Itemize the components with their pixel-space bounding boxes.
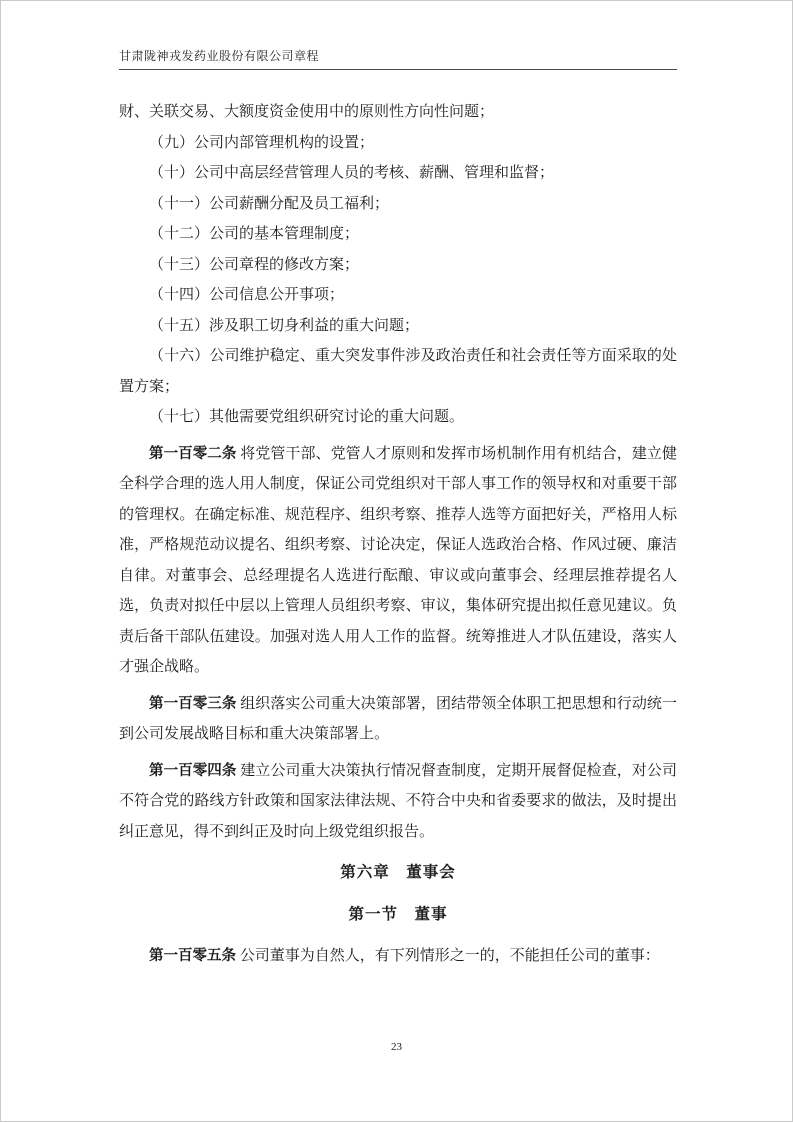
paragraph: （十六）公司维护稳定、重大突发事件涉及政治责任和社会责任等方面采取的处置方案；	[119, 348, 677, 395]
chapter-heading: 第六章 董事会	[340, 864, 456, 881]
section-heading: 第一节 董事	[348, 905, 448, 923]
article-number: 第一百零二条	[149, 445, 237, 462]
paragraph: 财、关联交易、大额度资金使用中的原则性方向性问题；	[119, 104, 495, 120]
paragraph: 第一百零二条 将党管干部、党管人才原则和发挥市场机制作用有机结合，建立健全科学合理的选人用人制度，保证公司党组织对干部人事工作的领导权和对重要干部的管理权。在确定标准、规范程序、组织考察、推荐人选等方面把好关，严格用人标准，严格规范动议提名、组织考察、讨论决定，保证人选政治合格、作风过硬、廉洁自律。对董事会、总经理提名人选进行酝酿、审议或向董事会、经理层推荐提名人选，负责对拟任中层以上管理人员组织考察、审议，集体研究提出拟任意见建议。负责后备干部队伍建设。加强对选人用人工作的监督。统筹推进人才队伍建设，落实人才强企战略。	[119, 445, 677, 675]
paragraph: （十七）其他需要党组织研究讨论的重大问题。	[149, 409, 465, 425]
page-header	[119, 47, 677, 70]
paragraph: （十五）涉及职工切身利益的重大问题；	[149, 317, 420, 334]
article-number: 第一百零四条	[149, 762, 237, 779]
article-number: 第一百零五条	[149, 948, 236, 964]
header-title: 甘肃陇神戎发药业股份有限公司章程	[119, 49, 320, 63]
page-footer	[1, 1037, 792, 1055]
paragraph: （九）公司内部管理机构的设置；	[149, 134, 375, 151]
paragraph: （十三）公司章程的修改方案；	[149, 256, 360, 273]
page-number: 23	[391, 1041, 402, 1053]
document-body	[119, 97, 677, 972]
article-number: 第一百零三条	[149, 695, 237, 712]
paragraph: （十四）公司信息公开事项；	[149, 287, 345, 303]
paragraph: （十一）公司薪酬分配及员工福利；	[149, 195, 390, 212]
paragraph: （十）公司中高层经营管理人员的考核、薪酬、管理和监督；	[149, 165, 555, 181]
paragraph: 第一百零五条 公司董事为自然人，有下列情形之一的，不能担任公司的董事：	[149, 948, 660, 964]
paragraph: 第一百零四条 建立公司重大决策执行情况督查制度，定期开展督促检查，对公司不符合党的路线方针政策和国家法律法规、不符合中央和省委要求的做法，及时提出纠正意见，得不到纠正及时向上级党组织报告。	[119, 762, 677, 840]
paragraph: （十二）公司的基本管理制度；	[149, 226, 360, 242]
paragraph: 第一百零三条 组织落实公司重大决策部署，团结带领全体职工把思想和行动统一到公司发展战略目标和重大决策部署上。	[119, 695, 677, 742]
